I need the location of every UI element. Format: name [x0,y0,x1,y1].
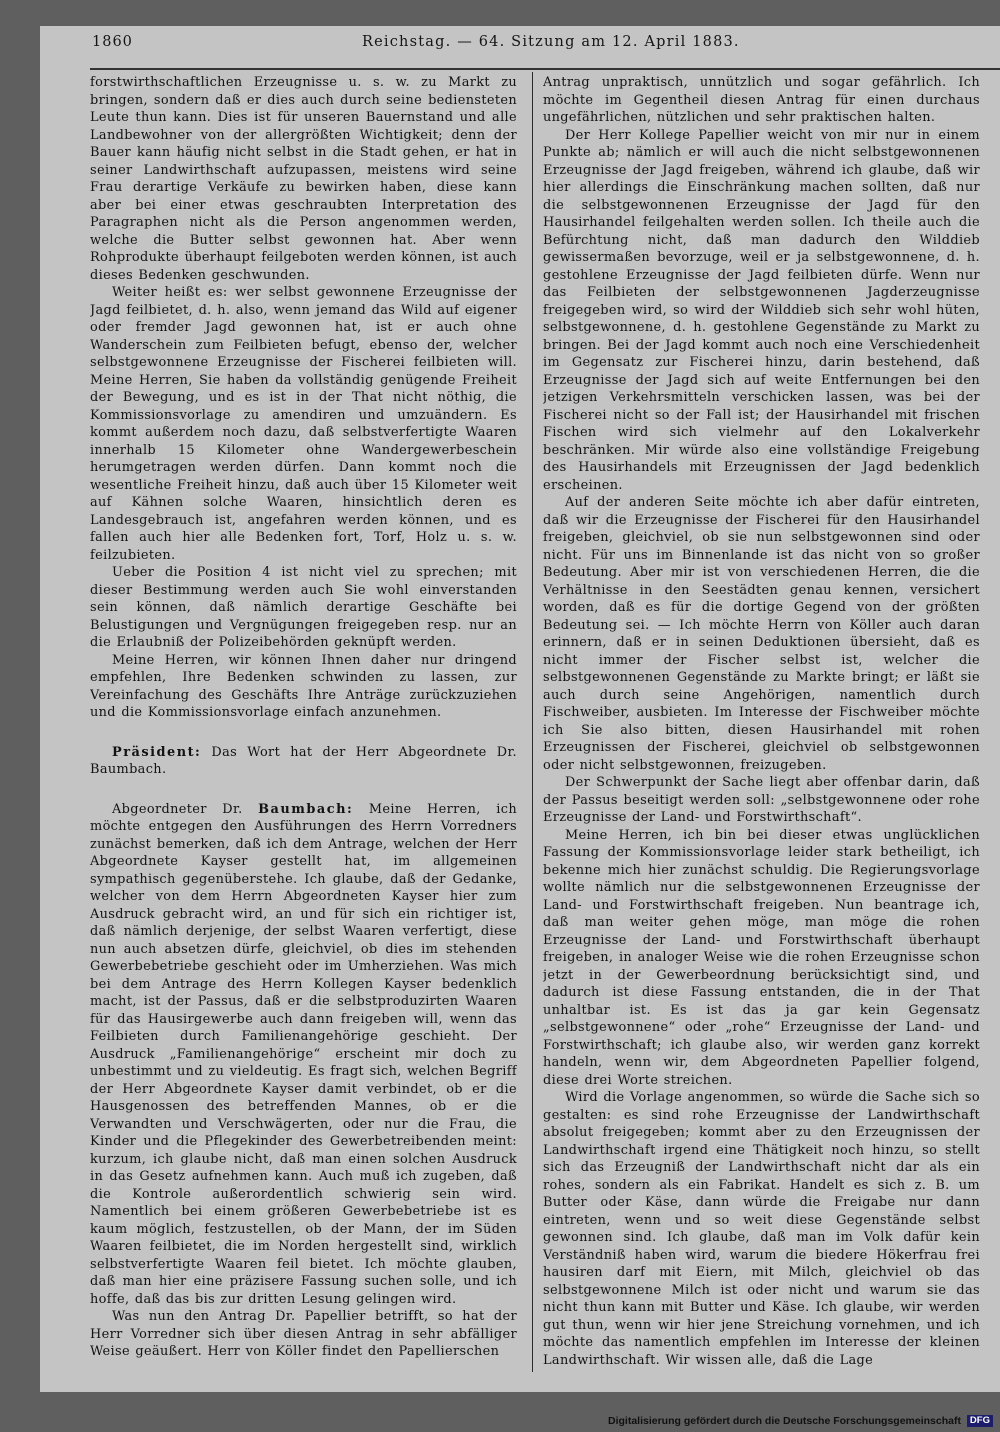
paragraph: Was nun den Antrag Dr. Papellier betrifft, so hat der Herr Vorredner sich über diesen Antrag in sehr abfälliger Weise geäußert. Herr von Köller findet den Papellierschen [90,1309,517,1359]
digitization-credit [608,1415,993,1427]
president-text: Das Wort hat der Herr Abgeordnete Dr. Baumbach. [90,744,517,777]
page-header [40,32,1000,58]
paragraph: Der Schwerpunkt der Sache liegt aber offenbar darin, daß der Passus beseitigt werden soll: „selbstgewonnene oder rohe Erzeugnisse der Land- und Forstwirthschaft“. [543,775,980,825]
right-column [543,74,980,1374]
page-number: 1860 [92,34,133,50]
paragraph: Der Herr Kollege Papellier weicht von mir nur in einem Punkte ab; nämlich er will auch die nicht selbstgewonnenen Erzeugnisse der Jagd freigeben, während ich glaube, daß wir hier allerdings die Einschränkung machen sollten, daß nur die selbstgewonnenen Erzeugnisse der Jagd für den Hausirhandel feilgehalten werden sollen. Ich theile auch die Befürchtung nicht, daß man dadurch den Wilddieb gewissermaßen bevorzuge, weil er ja selbstgewonnene, d. h. gestohlene Erzeugnisse der Jagd feilbieten dürfe. Wenn nur das Feilbieten der selbstgewonnenen Jagderzeugnisse freigegeben wird, so wird der Wilddieb sich sehr wohl hüten, selbstgewonnene, d. h. gestohlene Gegenstände zu Markt zu bringen. Bei der Jagd kommt auch noch eine Verschiedenheit im Gegensatz zur Fischerei hinzu, darin bestehend, daß Erzeugnisse der Jagd sich auf weite Entfernungen bei den jetzigen Verkehrsmitteln verschicken lassen, was bei der Fischerei nicht so der Fall ist; der Hausirhandel mit frischen Fischen wird sich vielmehr auf den Lokalverkehr beschränken. Mir würde also eine vollständige Freigebung des Hausirhandels mit Erzeugnissen der Jagd bedenklich erscheinen. [543,127,980,493]
speaker-prefix: Abgeordneter Dr. [112,801,243,817]
paragraph: Auf der anderen Seite möchte ich aber dafür eintreten, daß wir die Erzeugnisse der Fischerei für den Hausirhandel freigeben, gleichviel, ob sie nun selbstgewonnen sind oder nicht. Für uns im Binnenlande ist das nicht von so großer Bedeutung. Aber mir ist von verschiedenen Herren, die die Verhältnisse in den Seestädten genau kennen, versichert worden, daß es für die dortige Gegend von der größten Bedeutung sei. — Ich möchte Herrn von Köller auch daran erinnern, daß er in seinen Deduktionen übersieht, daß es nicht immer der Fischer selbst ist, welcher die selbstgewonnenen Gegenstände zu Markte bringt; er läßt sie auch durch seine Angehörigen, namentlich durch Fischweiber, ausbieten. Im Interesse der Fischweiber möchte ich Sie also bitten, diesen Hausirhandel mit rohen Erzeugnissen der Fischerei, gleichviel ob selbstgewonnen oder nicht selbstgewonnen, freizugeben. [543,495,980,773]
speech-text: Meine Herren, ich möchte entgegen den Ausführungen des Herrn Vorredners zunächst bemerken, daß ich dem Antrage, welchen der Herr Abgeordnete Kayser gestellt hat, im allgemeinen sympathisch gegenüberstehe. Ich glaube, daß der Gedanke, welcher von dem Herrn Abgeordneten Kayser hier zum Ausdruck gebracht wird, an und für sich ein richtiger ist, daß nämlich derjenige, der selbst Waaren verfertigt, diese nun auch absetzen dürfe, gleichviel, ob dies im stehenden Gewerbebetriebe geschieht oder im Umherziehen. Was mich bei dem Antrage des Herrn Kollegen Kayser bedenklich macht, ist der Passus, daß er die selbstproduzirten Waaren für das Hausirgewerbe auch dann freigeben will, wenn das Feilbieten durch Familienangehörige geschieht. Der Ausdruck „Familienangehörige“ erscheint mir doch zu unbestimmt und zu vieldeutig. Es fragt sich, welchen Begriff der Herr Abgeordnete Kayser damit verbindet, ob er die Hausgenossen des betreffenden Mannes, ob er die Verwandten und Verschwägerten, oder nur die Frau, die Kinder und die Pflegekinder des Gewerbetreibenden meint: kurzum, ich glaube nicht, daß man einen solchen Ausdruck in das Gesetz aufnehmen kann. Auch muß ich zugeben, daß die Kontrole außerordentlich schwierig sein wird. Namentlich bei einem größeren Gewerbebetriebe ist es kaum möglich, festzustellen, ob der Mann, der im Süden Waaren feilbietet, die im Norden hergestellt sind, wirklich selbstverfertigte Waaren feil bietet. Ich möchte glauben, daß man hier eine präzisere Fassung suchen solle, und ich hoffe, daß das bis zur dritten Lesung gelingen wird. [90,801,517,1307]
credit-text: Digitalisierung gefördert durch die Deutsche Forschungsgemeinschaft [608,1415,961,1427]
paragraph: forstwirthschaftlichen Erzeugnisse u. s. w. zu Markt zu bringen, sondern daß er dies auch durch seine bediensteten Leute thun kann. Dies ist für unseren Bauernstand und alle Landbewohner von der allergrößten Wichtigkeit; denn der Bauer kann häufig nicht selbst in die Stadt gehen, er hat in seiner Landwirthschaft aufzupassen, meistens wird seine Frau derartige Verkäufe zu bewirken haben, diese kann aber bei einer etwas geschraubten Interpretation des Paragraphen nicht als die Person angenommen werden, welche die Butter selbst gewonnen hat. Aber wenn Rohprodukte überhaupt feilgeboten werden können, ist auch dieses Bedenken geschwunden. [90,75,517,283]
column-rule [532,72,533,1372]
paragraph: Meine Herren, ich bin bei dieser etwas unglücklichen Fassung der Kommissionsvorlage leider stark betheiligt, ich bekenne mich hier zunächst schuldig. Die Regierungsvorlage wollte nämlich nur die selbstgewonnenen Erzeugnisse der Land- und Forstwirthschaft freigeben. Nun beantrage ich, daß man weiter gehen möge, man möge die rohen Erzeugnisse der Land- und Forstwirthschaft überhaupt freigeben, in analoger Weise wie die rohen Erzeugnisse schon jetzt in der Gewerbeordnung berücksichtigt sind, und dadurch ist diese Fassung entstanden, die in der That unhaltbar ist. Es ist das ja gar kein Gegensatz „selbstgewonnene“ oder „rohe“ Erzeugnisse der Land- und Forstwirthschaft; ich glaube also, wir werden ganz korrekt handeln, wenn wir, dem Abgeordneten Papellier folgend, diese drei Worte streichen. [543,827,980,1088]
speaker-name: Baumbach: [258,801,354,817]
running-head: Reichstag. — 64. Sitzung am 12. April 1883. [362,34,740,50]
president-label: Präsident: [112,744,202,760]
speech-paragraph [90,801,517,1309]
paragraph: Meine Herren, wir können Ihnen daher nur dringend empfehlen, Ihre Bedenken schwinden zu lassen, zur Vereinfachung des Geschäfts Ihre Anträge zurückzuziehen und die Kommissionsvorlage einfach anzunehmen. [90,652,517,720]
paragraph: Antrag unpraktisch, unnützlich und sogar gefährlich. Ich möchte im Gegentheil diesen Antrag für einen durchaus ungefährlichen, nützlichen und sehr praktischen halten. [543,75,980,125]
section-gap [90,779,517,801]
left-column [90,74,517,1374]
paragraph: Wird die Vorlage angenommen, so würde die Sache sich so gestalten: es sind rohe Erzeugnisse der Landwirthschaft absolut freigegeben; kommt aber zu den Erzeugnissen der Landwirthschaft irgend eine Thätigkeit noch hinzu, so stellt sich das Erzeugniß der Landwirthschaft nicht dar als ein rohes, sondern als ein Fabrikat. Handelt es sich z. B. um Butter oder Käse, dann würde die Freigabe nur dann eintreten, wenn und so weit diese Gegenstände selbst gewonnen sind. Ich glaube, daß man im Volk dafür kein Verständniß haben wird, warum die biedere Hökerfrau frei hausiren darf mit Eiern, mit Milch, gleichviel ob das selbstgewonnene Milch ist oder nicht und warum sie das nicht thun kann mit Butter und Käse. Ich glaube, wir werden gut thun, wenn wir hier jene Streichung vornehmen, und ich möchte das namentlich empfehlen im Interesse der kleinen Landwirthschaft. Wir wissen alle, daß die Lage [543,1090,980,1368]
newspaper-page [40,26,1000,1392]
section-gap [90,722,517,744]
paragraph: Weiter heißt es: wer selbst gewonnene Erzeugnisse der Jagd feilbietet, d. h. also, wenn jemand das Wild auf eigener oder fremder Jagd gewonnen hat, ist er auch ohne Wanderschein zum Feilbieten befugt, ebenso der, welcher selbstgewonnene Erzeugnisse der Fischerei feilbieten will. Meine Herren, Sie haben da vollständig genügende Freiheit der Bewegung, und es ist in der That nicht nöthig, die Kommissionsvorlage zu amendiren und umzuändern. Es kommt außerdem noch dazu, daß selbstverfertigte Waaren innerhalb 15 Kilometer ohne Wandergewerbeschein herumgetragen werden dürfen. Dann kommt noch die wesentliche Freiheit hinzu, daß auch über 15 Kilometer weit auf Kähnen solche Waaren, hinsichtlich deren es Landesgebrauch ist, angefahren werden können, und es fallen auch hier alle Bedenken fort, Torf, Holz u. s. w. feilzubieten. [90,285,517,563]
paragraph: Ueber die Position 4 ist nicht viel zu sprechen; mit dieser Bestimmung werden auch Sie wohl einverstanden sein können, daß nämlich derartige Geschäfte bei Belustigungen und Vergnügungen freigegeben resp. nur an die Erlaubniß der Polizeibehörden geknüpft werden. [90,565,517,650]
president-paragraph [90,744,517,779]
header-rule [90,68,1000,70]
dfg-logo: DFG [967,1415,993,1427]
